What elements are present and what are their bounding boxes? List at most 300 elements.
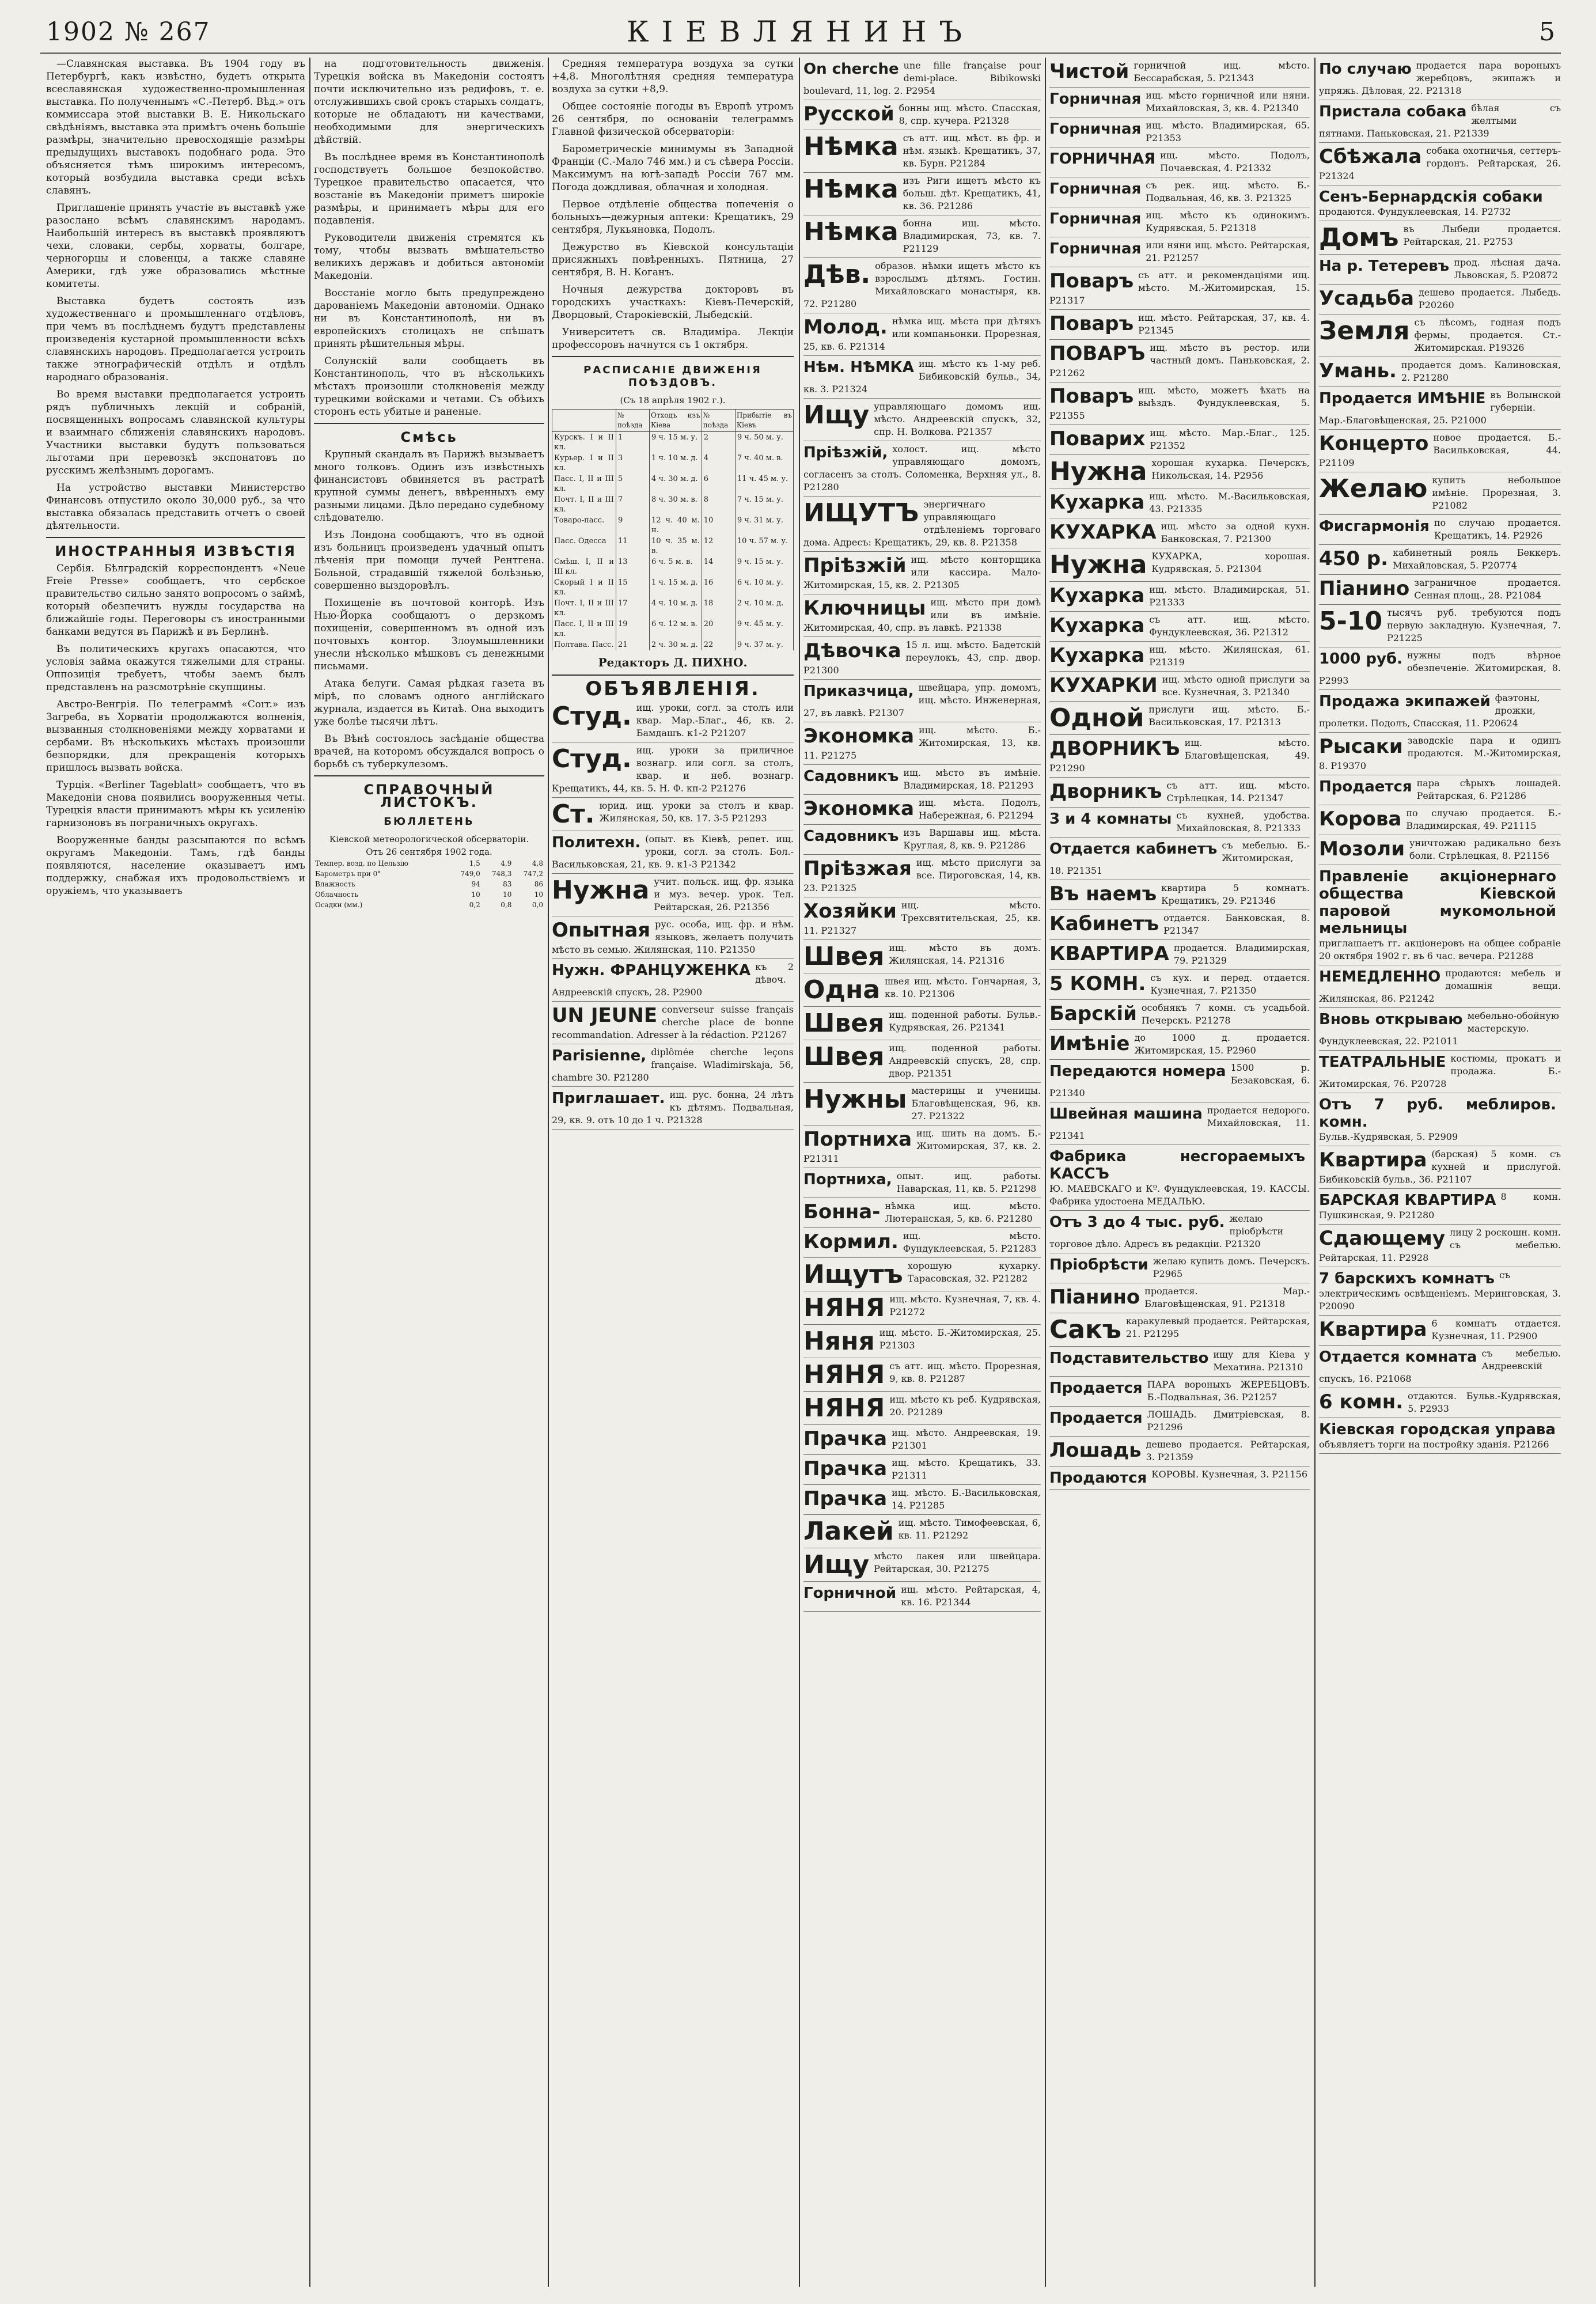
ad-text: ищ. мѣсто. Андреевская, 19. Р21301: [892, 1427, 1041, 1451]
ad-keyword: Чистой: [1049, 60, 1129, 83]
ad-text: холост. ищ. мѣсто управляющаго домомъ, согласенъ за столъ. Соломенка, Верхняя ул., 8. Р21280: [803, 444, 1041, 492]
classified-ad: [1319, 805, 1561, 835]
reference-sheet-heading: СПРАВОЧНЫЙ ЛИСТОКЪ.: [363, 782, 495, 810]
timetable-cell: 9 ч. 50 м. у.: [735, 432, 793, 453]
classified-ad: [803, 399, 1041, 441]
ad-keyword: Пріѣзжая: [803, 857, 912, 880]
ad-text: мебельно-обойную мастерскую. Фундуклеевская, 22. Р21011: [1319, 1010, 1559, 1047]
ad-keyword: Фабрика несгораемыхъ КАССЪ: [1049, 1148, 1305, 1183]
timetable-cell: 5: [616, 473, 649, 494]
classified-ad: [1319, 647, 1561, 690]
ad-text: прислуги ищ. мѣсто. Б.-Васильковская, 17. Р21313: [1148, 704, 1310, 727]
ad-text: дешево продается. Рейтарская, 3. Р21359: [1146, 1439, 1310, 1462]
classified-ad: [1049, 735, 1310, 778]
timetable-cell: 18: [702, 598, 735, 619]
weather-paragraph: Средняя температура воздуха за сутки +4,8. Многолѣтняя средняя температура воздуха за сутки +8,9.: [552, 58, 794, 95]
ad-text: управляющаго домомъ ищ. мѣсто. Андреевскій спускъ, 32, спр. Н. Волкова. Р21357: [874, 401, 1041, 437]
article-paragraph: Крупный скандалъ въ Парижѣ вызываетъ много толковъ. Одинъ изъ извѣстныхъ финансистовъ обвиняется въ растратѣ крупной суммы денегъ, ввѣренныхъ ему разными лицами. Дѣло передано судебному слѣдователю.: [314, 449, 544, 524]
ad-keyword: Продается ИМѢНІЕ: [1319, 390, 1486, 407]
classified-ad: [803, 765, 1041, 795]
ad-keyword: Садовникъ: [803, 768, 899, 785]
classified-ad: [552, 874, 794, 916]
ad-keyword: Швея: [803, 942, 885, 971]
classified-ad: [1319, 605, 1561, 647]
classified-ad: [1049, 147, 1310, 177]
ad-text: заводскіе пара и одинъ продаются. М.-Житомирская, 8. Р19370: [1319, 735, 1561, 771]
ad-keyword: 1000 руб.: [1319, 650, 1403, 668]
classified-ad: [1319, 733, 1561, 775]
timetable-cell: Почт. I, II и III кл.: [552, 598, 616, 619]
ad-text: продается. Мар.-Благовѣщенская, 91. Р21318: [1144, 1286, 1310, 1309]
ad-keyword: Кіевская городская управа: [1319, 1421, 1556, 1438]
classified-ad: [1319, 1225, 1561, 1267]
ad-text: ПАРА вороныхъ ЖЕРЕБЦОВЪ. Б.-Подвальная, 36. Р21257: [1147, 1379, 1310, 1403]
ad-keyword: Бонна-: [803, 1200, 881, 1223]
article-paragraph: Турція. «Berliner Tageblatt» сообщаетъ, что въ Македоніи снова появились вооруженныя четы. Турецкія власти принимаютъ мѣры къ усиленію гарнизоновъ въ пограничныхъ округахъ.: [46, 779, 305, 829]
classified-ad: [1049, 1347, 1310, 1377]
ads-list: [552, 700, 794, 1130]
ad-keyword: Ст.: [552, 799, 595, 829]
timetable-col-header: № поѣзда: [616, 410, 649, 432]
timetable-heading: РАСПИСАНІЕ ДВИЖЕНІЯ ПОѢЗДОВЪ.: [583, 364, 762, 389]
ad-keyword: КУХАРКА: [1049, 521, 1157, 544]
ad-keyword: Одна: [803, 975, 881, 1005]
ad-keyword: Поварих: [1049, 427, 1146, 450]
timetable-row: [552, 598, 794, 619]
column-2: [314, 58, 544, 2292]
ad-text: продаются. Фундуклеевская, 14. Р2732: [1319, 206, 1511, 217]
timetable-row: [552, 453, 794, 473]
ad-text: Ю. МАЕВСКАГО и Кº. Фундуклеевская, 19. КАССЫ. Фабрика удостоена МЕДАЛЬЮ.: [1049, 1183, 1310, 1207]
classified-ad: [1049, 518, 1310, 548]
timetable-row: [552, 639, 794, 650]
ad-keyword: Нѣмка: [803, 175, 899, 204]
ad-text: желаю купить домъ. Печерскъ. Р2965: [1153, 1256, 1310, 1279]
ad-text: энергичнаго управляющаго отдѣленіемъ торговаго дома. Адресъ: Крещатикъ, 29, кв. 8. Р21358: [803, 499, 1041, 548]
ad-text: ищ. мѣсто прислуги за все. Пироговская, 14, кв. 23. Р21325: [803, 857, 1041, 893]
classified-ad: [552, 1002, 794, 1044]
ad-keyword: Фисгармонія: [1319, 518, 1430, 535]
ad-text: ищу для Кіева у Мехатина. Р21310: [1213, 1349, 1310, 1373]
ad-keyword: Усадьба: [1319, 287, 1414, 310]
ad-text: дешево продается. Лыбедь. Р20260: [1418, 287, 1561, 310]
ad-keyword: Горничной: [803, 1585, 897, 1602]
ad-keyword: ПОВАРЪ: [1049, 342, 1146, 365]
column-rule: [1045, 58, 1046, 2287]
classified-ad: [1049, 1102, 1310, 1145]
ad-keyword: Приглашает.: [552, 1090, 665, 1107]
ad-keyword: Нужны: [803, 1085, 907, 1114]
classified-ad: [1319, 1146, 1561, 1189]
ad-text: ищ. уроки, согл. за столъ или квар. Мар.-Благ., 46, кв. 2. Бамдашъ. к1-2 Р21207: [636, 702, 794, 738]
ad-text: ищ. мѣсто конторщика или кассира. Мало-Житомирская, 15, кв. 2. Р21305: [803, 554, 1041, 590]
ad-keyword: Приказчица,: [803, 683, 914, 700]
ad-text: ищ. поденной работы. Андреевскій спускъ, 28, спр. двор. Р21351: [889, 1043, 1041, 1079]
ad-text: горничной ищ. мѣсто. Бессарабская, 5. Р21343: [1133, 60, 1310, 84]
ad-text: нужны подъ вѣрное обезпеченіе. Житомирская, 8. Р2993: [1319, 650, 1561, 686]
ad-keyword: Отдается кабинетъ: [1049, 840, 1218, 858]
notice-paragraph: Университетъ св. Владиміра. Лекціи профессоровъ начнутся съ 1 октября.: [552, 327, 794, 351]
ad-keyword: Швея: [803, 1009, 885, 1038]
ad-text: 6 комнатъ отдается. Кузнечная, 11. Р2900: [1431, 1318, 1561, 1342]
ad-text: ищ. мѣсто. Рейтарская, 37, кв. 4. Р21345: [1138, 312, 1310, 336]
classified-ad: [803, 897, 1041, 940]
ads-list: [1319, 58, 1561, 1454]
classified-ad: [803, 637, 1041, 680]
ad-text: въ Лыбеди продается. Рейтарская, 21. Р2753: [1403, 223, 1561, 247]
timetable-cell: 21: [616, 639, 649, 650]
ad-text: съ мебелью. Андреевскій спускъ, 16. Р21068: [1319, 1348, 1561, 1384]
classified-ad: [1319, 58, 1561, 100]
ad-keyword: Кухарка: [1049, 584, 1145, 607]
ad-keyword: Нѣмка: [803, 217, 899, 247]
ad-text: ищ. мѣсто. Кузнечная, 7, кв. 4. Р21272: [889, 1294, 1041, 1317]
ad-keyword: Портниха: [803, 1128, 912, 1151]
ad-text: съ атт. и рекомендаціями ищ. мѣсто. М.-Житомирская, 15. Р21317: [1049, 270, 1310, 306]
timetable-cell: 13: [616, 556, 649, 577]
article-paragraph: Солунскій вали сообщаетъ въ Константинополь, что въ нѣсколькихъ мѣстахъ произошли столкновенія между турецкими войсками и четами. Съ обѣихъ сторонъ есть убитые и раненые.: [314, 355, 544, 418]
ad-text: продается домъ. Калиновская, 2. Р21280: [1401, 359, 1561, 383]
ad-keyword: Квартира: [1319, 1149, 1427, 1172]
bulletin-cell: Темпер. возд. по Цельзію: [315, 859, 408, 867]
classified-ad: [1049, 1145, 1310, 1211]
ad-keyword: Ищу: [803, 1550, 870, 1579]
ad-keyword: Вновь открываю: [1319, 1011, 1463, 1028]
ad-keyword: Ищутъ: [803, 1260, 903, 1289]
classified-ad: [1049, 808, 1310, 838]
ad-text: отдаются. Бульв.-Кудрявская, 5. Р2933: [1408, 1390, 1561, 1414]
timetable-cell: 17: [616, 598, 649, 619]
timetable-cell: 20: [702, 619, 735, 639]
bulletin-row: [314, 879, 544, 889]
timetable-cell: 4 ч. 30 м. д.: [650, 473, 702, 494]
article-paragraph: Приглашеніе принять участіе въ выставкѣ уже разослано всѣмъ славянскимъ народамъ. Наибольшій интересъ въ выставкѣ проявляютъ чехи, словаки, сербы, хорваты, болгаре, черногорцы и словенцы, а также славяне Америки, гдѣ уже образовались мѣстные комитеты.: [46, 202, 305, 290]
ad-text: мастерицы и ученицы. Благовѣщенская, 96, кв. 27. Р21322: [911, 1085, 1041, 1121]
ad-keyword: 5-10: [1319, 607, 1383, 636]
notice-paragraph: Первое отдѣленіе общества попеченія о больныхъ—дежурныя аптеки: Крещатикъ, 29 сентября, Лукьяновка, Подолъ.: [552, 199, 794, 236]
ad-keyword: Лакей: [803, 1517, 894, 1546]
classified-ad: [803, 1325, 1041, 1358]
ad-text: по случаю продается. Крещатикъ, 14. Р2926: [1434, 517, 1561, 541]
bulletin-cell: Барометръ при 0°: [315, 870, 381, 878]
ad-keyword: Пріобрѣсти: [1049, 1256, 1148, 1274]
timetable-col-header: № поѣзда: [702, 410, 735, 432]
classified-ad: [1319, 357, 1561, 387]
timetable-cell: 16: [702, 577, 735, 598]
timetable-cell: Товаро-пасс.: [552, 515, 616, 536]
ad-text: кабинетный рояль Беккеръ. Михайловская, 5. Р20774: [1393, 547, 1561, 571]
ad-text: ищ. мѣсто къ 1-му реб. Бибиковскій бульв., 34, кв. 3. Р21324: [803, 358, 1041, 395]
ad-text: въ Волынской губерніи. Мар.-Благовѣщенская, 25. Р21000: [1319, 389, 1561, 426]
bulletin-cell: 0,2: [469, 901, 480, 909]
ad-text: квартира 5 комнатъ. Крещатикъ, 29. Р21346: [1161, 882, 1310, 906]
classified-ad: [803, 722, 1041, 765]
classified-ad: [803, 100, 1041, 130]
bulletin-cell: 749,0: [460, 870, 480, 878]
timetable-cell: Полтава. Пасс.: [552, 639, 616, 650]
timetable-col-header: Прибытіе въ Кіевъ: [735, 410, 793, 432]
classified-ad: [1319, 1267, 1561, 1316]
classified-ad: [803, 441, 1041, 497]
ad-text: съ атт. ищ. мѣст. въ фр. и нѣм. языкѣ. Крещатикъ, 37, кв. Бурн. Р21284: [903, 132, 1041, 169]
ad-text: ищ. мѣсто. Жилянская, 61. Р21319: [1149, 644, 1310, 668]
classified-ad: [1049, 642, 1310, 672]
timetable-cell: 3: [616, 453, 649, 473]
ad-text: образов. нѣмки ищетъ мѣсто къ взрослымъ дѣтямъ. Гостин. Михайловскаго монастыря, кв. 72. Р21280: [803, 260, 1041, 309]
ad-text: ищ. мѣсто горничной или няни. Михайловская, 3, кв. 4. Р21340: [1146, 90, 1310, 113]
classified-ad: [1049, 58, 1310, 88]
ad-text: (барская) 5 комн. съ кухней и прислугой. Бибиковскій бульв., 36. Р21107: [1319, 1149, 1561, 1185]
classified-ad: [1319, 775, 1561, 805]
classified-ad: [1319, 387, 1561, 430]
ad-text: продается. Владимирская, 79. Р21329: [1173, 942, 1310, 966]
ad-text: прод. лѣсная дача. Львовская, 5. Р20872: [1454, 257, 1561, 281]
ad-keyword: Опытная: [552, 919, 651, 942]
timetable-cell: 9 ч. 45 м. у.: [735, 619, 793, 639]
ad-text: продается недорого. Михайловская, 11. Р21341: [1049, 1105, 1310, 1141]
ad-text: ищ. мѣсто. Рейтарская, 4, кв. 16. Р21344: [901, 1584, 1041, 1608]
ad-text: converseur suisse français cherche place de bonne recommandation. Adresser à la rédaction. Р21267: [552, 1004, 794, 1040]
article-paragraph: Руководители движенія стремятся къ тому, чтобы вызвать вмѣшательство великихъ державъ и добиться автономіи Македоніи.: [314, 232, 544, 282]
article-paragraph: Сербія. Бѣлградскій корреспондентъ «Neue Freie Presse» сообщаетъ, что сербское правительство сильно занято вопросомъ о займѣ, который обезпечитъ нужды государства на ближайшіе годы. Переговоры съ иностранными банками ведутся въ Парижѣ и въ Берлинѣ.: [46, 563, 305, 638]
timetable-cell: 11 ч. 45 м. у.: [735, 473, 793, 494]
ad-text: ищ. мѣсто. Фундуклеевская, 5. Р21283: [903, 1230, 1041, 1254]
classified-ad: [803, 1083, 1041, 1126]
ad-keyword: Умань.: [1319, 359, 1397, 382]
ad-keyword: Студ.: [552, 702, 632, 731]
bulletin-cell: 0,0: [532, 901, 543, 909]
ad-keyword: Продается: [1049, 1409, 1143, 1427]
timetable-row: [552, 494, 794, 515]
classified-ad: [1319, 1388, 1561, 1418]
ad-keyword: Сакъ: [1049, 1315, 1121, 1344]
timetable-row: [552, 536, 794, 556]
classified-ad: [1049, 382, 1310, 425]
ad-text: пара сѣрыхъ лошадей. Рейтарская, 6. Р21286: [1416, 778, 1561, 801]
timetable-cell: 10 ч. 35 м. в.: [650, 536, 702, 556]
ads-list: [803, 58, 1041, 1612]
ad-text: или няни ищ. мѣсто. Рейтарская, 21. Р21257: [1146, 240, 1310, 263]
ad-text: съ кух. и перед. отдается. Кузнечная, 7. Р21350: [1150, 972, 1310, 996]
classified-ad: [552, 959, 794, 1002]
classified-ad: [803, 258, 1041, 313]
timetable-cell: 2 ч. 10 м. д.: [735, 598, 793, 619]
classified-ad: [803, 1485, 1041, 1515]
ad-keyword: ГОРНИЧНАЯ: [1049, 150, 1156, 168]
classified-ad: [803, 130, 1041, 173]
classified-ad: [1049, 177, 1310, 207]
ad-text: опыт. ищ. работы. Наварская, 11, кв. 5. Р21298: [896, 1170, 1041, 1194]
ad-text: хорошая кухарка. Печерскъ, Никольская, 14. Р2956: [1151, 457, 1310, 481]
ad-keyword: Пристала собака: [1319, 103, 1467, 120]
ad-keyword: Экономка: [803, 797, 915, 820]
timetable-cell: 9: [616, 515, 649, 536]
ad-text: ищ. мѣсто. Мар.-Благ., 125. Р21352: [1150, 427, 1310, 451]
classified-ad: [803, 973, 1041, 1007]
timetable-cell: 8 ч. 30 м. в.: [650, 494, 702, 515]
ad-text: желаю пріобрѣсти торговое дѣло. Адресъ въ редакціи. Р21320: [1049, 1213, 1284, 1249]
timetable-cell: 1 ч. 10 м. д.: [650, 453, 702, 473]
ad-keyword: Кухарка: [1049, 491, 1145, 514]
classified-ad: [1319, 1093, 1561, 1146]
bulletin-cell: 747,2: [523, 870, 543, 878]
ad-text: ищ. мѣсто. М.-Васильковская, 43. Р21335: [1149, 491, 1310, 514]
ad-keyword: НЯНЯ: [803, 1293, 885, 1322]
ad-text: съ атт. ищ. мѣсто. Прорезная, 9, кв. 8. Р21287: [889, 1361, 1041, 1384]
article-paragraph: Похищеніе въ почтовой конторѣ. Изъ Нью-Йорка сообщаютъ о дерзкомъ похищеніи, совершенномъ въ одной изъ почтовыхъ контор. Злоумышленники унесли нѣсколько мѣшковъ съ денежными письмами.: [314, 597, 544, 672]
ad-text: изъ Варшавы ищ. мѣста. Круглая, 8, кв. 9. Р21286: [903, 827, 1041, 851]
notice-paragraph: Ночныя дежурства докторовъ въ городскихъ участкахъ: Кіевъ-Печерскій, Дворцовый, Старокіевскій, Лыбедскій.: [552, 284, 794, 321]
ad-keyword: Имѣніе: [1049, 1032, 1130, 1055]
ad-text: объявляетъ торги на постройку зданія. Р21266: [1319, 1439, 1549, 1450]
timetable-row: [552, 515, 794, 536]
ad-text: ищ. уроки за приличное вознагр. или согл. за столъ, квар. и неб. вознагр. Крещатикъ, 44, кв. 5. Н. Ф. кп-2 Р21276: [552, 745, 794, 794]
classified-ad: [1319, 221, 1561, 255]
ad-text: учит. польск. ищ. фр. языка и муз. вечер. урок. Тел. Рейтарская, 26. Р21356: [654, 876, 794, 912]
ad-text: съ атт. ищ. мѣсто. Фундуклеевская, 36. Р21312: [1149, 614, 1310, 638]
classified-ad: [803, 58, 1041, 100]
classified-ad: [1319, 545, 1561, 575]
ad-keyword: Прачка: [803, 1487, 888, 1510]
article-paragraph: Въ Вѣнѣ состоялось засѣданіе общества врачей, на которомъ обсуждался вопросъ о борьбѣ съ туберкулезомъ.: [314, 733, 544, 770]
ad-keyword: Мозоли: [1319, 838, 1405, 861]
bulletin-cell: Осадки (мм.): [315, 901, 363, 909]
bulletin-row: [314, 869, 544, 879]
ad-text: ищ. мѣсто, можетъ ѣхать на выѣздъ. Фундуклеевская, 5. Р21355: [1049, 385, 1310, 421]
ad-text: костюмы, прокатъ и продажа. Б.-Житомирская, 76. Р20728: [1319, 1053, 1561, 1089]
section-divider: [46, 537, 305, 538]
ad-keyword: Сенъ-Бернардскія собаки: [1319, 188, 1543, 206]
ad-keyword: Пріѣзжій: [803, 554, 907, 577]
timetable-cell: 8: [702, 494, 735, 515]
ad-text: ищ. мѣсто. Подолъ, Почаевская, 4. Р21332: [1160, 150, 1310, 173]
ad-text: 15 л. ищ. мѣсто. Бадетскій переулокъ, 43, спр. двор. Р21300: [803, 639, 1041, 676]
ad-keyword: Швейная машина: [1049, 1105, 1203, 1123]
classified-ad: [552, 1087, 794, 1130]
bulletin-heading: БЮЛЛЕТЕНЬ: [384, 816, 475, 828]
ad-keyword: Горничная: [1049, 180, 1142, 198]
classified-ad: [1049, 838, 1310, 880]
ad-keyword: Пріѣзжій,: [803, 444, 888, 461]
ad-keyword: Прачка: [803, 1457, 888, 1480]
ad-keyword: НЯНЯ: [803, 1393, 885, 1423]
classified-ad: [1319, 100, 1561, 143]
classified-ad: [1049, 488, 1310, 518]
classified-ad: [1319, 1051, 1561, 1093]
ad-keyword: Parisienne,: [552, 1047, 647, 1064]
timetable-cell: 9 ч. 37 м. у.: [735, 639, 793, 650]
classified-ad: [803, 497, 1041, 552]
timetable-col-route: [552, 410, 616, 432]
ad-keyword: Хозяйки: [803, 900, 897, 923]
classified-ad: [803, 356, 1041, 399]
classified-ad: [1319, 1316, 1561, 1346]
ad-keyword: Домъ: [1319, 223, 1399, 252]
ad-text: нѣмка ищ. мѣсто. Лютеранская, 5, кв. 6. Р21280: [885, 1200, 1041, 1224]
ad-keyword: Квартира: [1319, 1318, 1427, 1341]
timetable-cell: 10 ч. 57 м. у.: [735, 536, 793, 556]
weather-paragraph: Общее состояніе погоды въ Европѣ утромъ 26 сентября, по основаніи телеграммъ Главной физической обсерваторіи:: [552, 101, 794, 138]
timetable-row: [552, 473, 794, 494]
ad-text: продаются: мебель и домашнія вещи. Жилянская, 86. Р21242: [1319, 968, 1561, 1004]
ad-text: ищ. поденной работы. Бульв.-Кудрявская, 26. Р21341: [889, 1009, 1041, 1033]
ad-text: юрид. ищ. уроки за столъ и квар. Жилянская, 50, кв. 17. 3-5 Р21293: [599, 800, 794, 824]
ad-keyword: Нужна: [1049, 457, 1147, 486]
ad-text: отдается. Банковская, 8. Р21347: [1163, 912, 1310, 936]
classified-ad: [552, 916, 794, 959]
ad-keyword: Подставительство: [1049, 1350, 1209, 1367]
ad-keyword: Кухарка: [1049, 644, 1145, 667]
timetable-cell: Пасс. I, II и III кл.: [552, 619, 616, 639]
ad-text: лицу 2 роскошн. комн. съ мебелью. Рейтарская, 11. Р2928: [1319, 1227, 1561, 1263]
ad-keyword: КВАРТИРА: [1049, 942, 1169, 965]
ad-text: 8 комн. Пушкинская, 9. Р21280: [1319, 1191, 1561, 1221]
classified-ad: [803, 1291, 1041, 1325]
ad-text: diplômée cherche leçons française. Wladimirskaja, 56, chambre 30. Р21280: [552, 1047, 794, 1083]
classified-ad: [552, 831, 794, 874]
ad-text: 1500 р. Безаковская, 6. Р21340: [1049, 1062, 1310, 1098]
ad-keyword: Продается: [1049, 1380, 1143, 1397]
bulletin-cell: 94: [471, 880, 480, 888]
ad-keyword: Нужна: [552, 876, 650, 905]
classified-ad: [1049, 1377, 1310, 1407]
classified-ad: [803, 1228, 1041, 1258]
timetable-cell: 7: [616, 494, 649, 515]
column-3: [552, 58, 794, 2292]
classified-ad: [1049, 1030, 1310, 1060]
section-divider: [314, 775, 544, 776]
classified-ad: [1049, 1407, 1310, 1437]
timetable-cell: 14: [702, 556, 735, 577]
classified-ad: [1049, 612, 1310, 642]
classified-ad: [1319, 835, 1561, 865]
ad-keyword: Горничная: [1049, 120, 1142, 138]
ad-keyword: Сбѣжала: [1319, 145, 1422, 168]
ad-text: ищ. мѣсто. Владимирская, 65. Р21353: [1146, 120, 1310, 143]
article-paragraph: Атака белуги. Самая рѣдкая газета въ мірѣ, по словамъ одного англійскаго журнала, издается въ Китаѣ. Она выходитъ уже болѣе тысячи лѣтъ.: [314, 678, 544, 727]
column-6: [1319, 58, 1561, 2292]
classified-ad: [803, 1515, 1041, 1548]
column-1: [46, 58, 305, 2292]
section-heading-foreign-news: ИНОСТРАННЫЯ ИЗВѢСТІЯ: [55, 543, 297, 559]
classified-ad: [1049, 940, 1310, 970]
bulletin-cell: 10: [534, 890, 543, 899]
ad-text: ищ. мѣсто. Б.-Житомирская, 25. Р21303: [879, 1327, 1041, 1351]
ad-keyword: НЯНЯ: [803, 1360, 885, 1389]
ad-keyword: Передаются номера: [1049, 1063, 1226, 1080]
ad-keyword: Сдающему: [1319, 1227, 1446, 1250]
ad-text: ищ. мѣсто въ рестор. или частный домъ. Паньковская, 2. Р21262: [1049, 342, 1310, 378]
ad-keyword: ИЩУТЪ: [803, 498, 919, 528]
ad-text: ищ. мѣсто къ одинокимъ. Кудрявская, 5. Р21318: [1146, 210, 1310, 233]
classified-ad: [1049, 1253, 1310, 1283]
classified-ad: [803, 552, 1041, 594]
ad-keyword: Рысаки: [1319, 735, 1403, 758]
ad-text: ищ. мѣсто за одной кухн. Банковская, 7. Р21300: [1161, 521, 1310, 544]
bulletin-row: [314, 900, 544, 910]
article-paragraph: Изъ Лондона сообщаютъ, что въ одной изъ больницъ произведенъ удачный опытъ лѣченія при помощи лучей Рентгена. Больной, страдавшій тяжелой болѣзнью, совершенно выздоровѣлъ.: [314, 529, 544, 592]
classified-ad: [1049, 582, 1310, 612]
classified-ad: [1319, 1189, 1561, 1225]
ad-keyword: Швея: [803, 1042, 885, 1071]
ad-text: фаэтоны, дрожки, пролетки. Подолъ, Спасская, 11. Р20624: [1319, 692, 1540, 729]
bulletin-cell: 1,5: [469, 859, 480, 867]
article-paragraph: Вооруженные банды разсыпаются по всѣмъ округамъ Македоніи. Тамъ, гдѣ банды появляются, население оказываетъ имъ поддержку, снабжая ихъ продовольствіемъ и оружіемъ, что указываетъ: [46, 835, 305, 897]
classified-ad: [1319, 515, 1561, 545]
classified-ad: [803, 1040, 1041, 1083]
classified-ad: [1049, 1060, 1310, 1102]
classified-ad: [1049, 1313, 1310, 1347]
